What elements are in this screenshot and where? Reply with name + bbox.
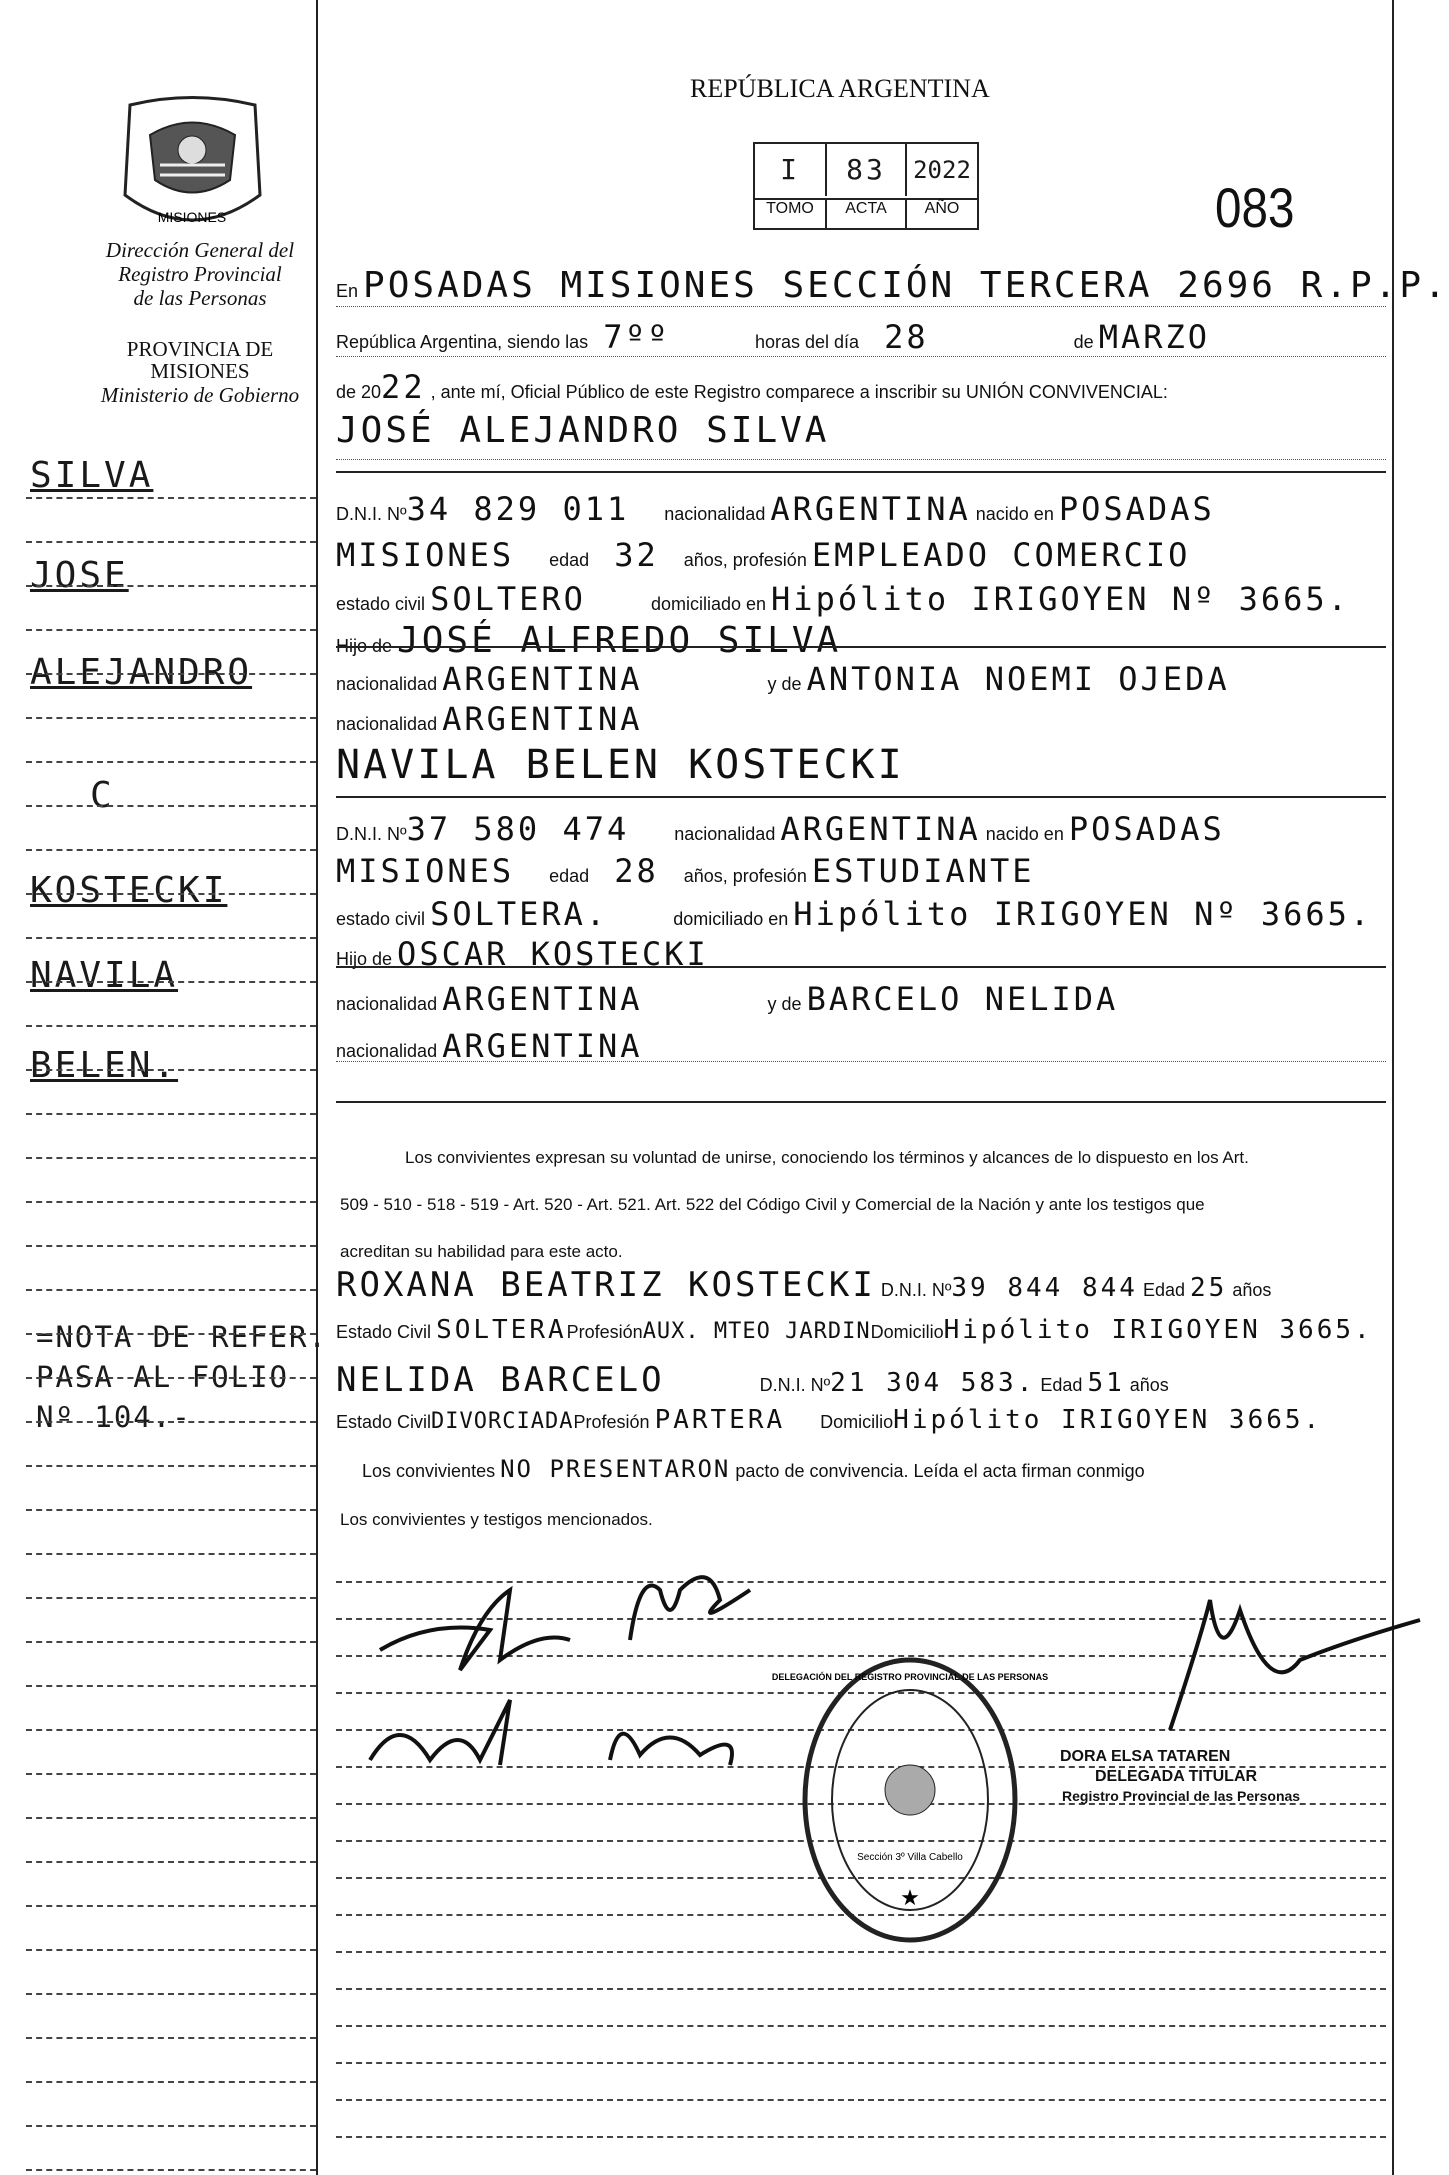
day-value: 28 [884,318,929,356]
p2-father: OSCAR KOSTECKI [397,935,709,973]
person2-name-line [336,742,905,788]
p2-mother-nac: ARGENTINA [442,1027,643,1065]
p1-father: JOSÉ ALFREDO SILVA [397,620,842,661]
official-org: Registro Provincial de las Personas [1062,1788,1301,1804]
p1-civil-label: estado civil [336,594,426,614]
signature-dash-row [336,2024,1386,2027]
p2-civil-line [336,895,1372,933]
w2-dni: 21 304 583. [830,1368,1036,1398]
w2-name-line [336,1360,1169,1400]
margin-dash-row [26,1287,316,1291]
w2-name: NELIDA BARCELO [336,1360,665,1400]
p2-dni-label: D.N.I. Nº [336,824,407,844]
p1-dni-line [336,490,1215,528]
p1-father-nac-label: nacionalidad [336,674,438,694]
margin-connector: C [90,775,115,816]
p2-civil-label: estado civil [336,909,426,929]
w1-dni: 39 844 844 [951,1273,1138,1303]
province-seal-icon [110,95,275,235]
record-box [753,142,979,230]
p1-mother: ANTONIA NOEMI OJEDA [806,660,1230,698]
p2-prof-label: años, profesión [683,866,807,886]
w2-civil-label: Estado Civil [336,1412,432,1432]
margin-dash-row [26,1243,316,1247]
ministry-line: Ministerio de Gobierno [100,383,300,407]
official-role: DELEGADA TITULAR [1095,1768,1258,1785]
rule [336,305,1386,307]
w2-anos-label: años [1129,1375,1169,1395]
p2-mother-line [336,980,1118,1018]
year-value: 22 [381,368,426,406]
p2-profession: ESTUDIANTE [811,852,1035,890]
rule [336,795,1386,798]
horas-label: horas del día [755,332,860,352]
margin-dash-row [26,2079,316,2083]
p2-domicile: Hipólito IRIGOYEN Nº 3665. [793,895,1373,933]
margin-dash-row [26,1771,316,1775]
margin-dash-row [26,891,316,895]
margin-note-line-1: =NOTA DE REFER. [36,1320,328,1354]
p2-age: 28 [614,852,659,890]
margin-dash-row [26,1067,316,1071]
stamp-ring-text: DELEGACIÓN DEL REGISTRO PROVINCIAL DE LAS PERSONAS [771,1672,1049,1682]
signature-dash-row [336,2061,1386,2064]
rule [336,458,1386,460]
p2-born2: MISIONES [336,852,515,890]
margin-given-name-4: BELEN. [30,1045,179,1086]
w1-profession: AUX. MTEO JARDIN [642,1319,871,1344]
margin-given-name-1: JOSE [30,555,129,596]
margin-dash-row [26,583,316,587]
p2-yde-label: y de [767,994,802,1014]
p1-hijo-label: Hijo de [336,636,393,656]
act-number: 083 [1215,176,1295,239]
p1-dom-label: domiciliado en [650,594,767,614]
p2-age-line [336,852,1035,890]
person1-name-line [336,410,829,451]
margin-dash-row [26,847,316,851]
margin-dash-row [26,1947,316,1951]
page-title: REPÚBLICA ARGENTINA [690,74,990,103]
republica-label: República Argentina, siendo las [336,332,589,352]
official-name: DORA ELSA TATAREN [1060,1748,1231,1765]
p1-age-label: edad [549,550,590,570]
p2-dni-line [336,810,1225,848]
p1-mother-nac-label: nacionalidad [336,714,438,734]
acta-label: ACTA [827,198,907,228]
p1-age-line [336,536,1190,574]
w1-domicile: Hipólito IRIGOYEN 3665. [943,1315,1373,1345]
signatures-icon [370,1530,820,1790]
pacto-text: pacto de convivencia. Leída el acta firman conmigo [735,1461,1145,1481]
w1-name-line [336,1265,1271,1305]
p2-born: POSADAS [1068,810,1225,848]
signature-dash-row [336,2098,1386,2101]
stamp-inner-text: Sección 3º Villa Cabello [857,1852,963,1863]
rule [336,965,1386,968]
p1-born: POSADAS [1058,490,1215,528]
agency-line-2: Registro Provincial [118,262,282,286]
signature-dash-row [336,1950,1386,1953]
margin-dash-row [26,1815,316,1819]
w2-domicile: Hipólito IRIGOYEN 3665. [893,1405,1323,1435]
p2-dni: 37 580 474 [406,810,630,848]
w2-civil-line [336,1405,1322,1435]
person2-name: NAVILA BELEN KOSTECKI [336,742,905,788]
w2-age: 51 [1087,1368,1125,1398]
p1-father-nac: ARGENTINA [442,660,643,698]
rule [336,470,1386,473]
time-line [336,318,1210,356]
margin-dash-row [26,1463,316,1467]
p1-dni-label: D.N.I. Nº [336,504,407,524]
margin-divider [316,0,318,2175]
pacto-line [362,1455,1145,1483]
p1-nac-label: nacionalidad [664,504,766,524]
w1-dom-label: Domicilio [870,1322,944,1342]
agency-line-1: Dirección General del [105,238,295,262]
margin-dash-row [26,979,316,983]
conv-label: Los convivientes [362,1461,496,1481]
rule [336,355,1386,357]
p1-yde-label: y de [767,674,802,694]
conv-value: NO PRESENTARON [500,1455,731,1483]
margin-dash-row [26,1595,316,1599]
tomo-label: TOMO [755,198,827,228]
comparece-text: , ante mí, Oficial Público de este Registro comparece a inscribir su UNIÓN CONVIVENCIAL: [430,382,1168,402]
margin-surname-2: KOSTECKI [30,870,228,911]
margin-dash-row [26,1023,316,1027]
signature-dash-row [336,2135,1386,2138]
margin-dash-row [26,1991,316,1995]
person1-name: JOSÉ ALEJANDRO SILVA [336,410,830,451]
p2-mother-nac-label: nacionalidad [336,1041,438,1061]
w1-age-label: Edad [1142,1280,1186,1300]
right-border [1392,0,1394,2175]
province-line-1: PROVINCIA DE [126,337,274,361]
p1-prof-label: años, profesión [683,550,807,570]
p2-hijo-label: Hijo de [336,949,393,969]
p1-mother-nac-line [336,700,643,738]
margin-dash-row [26,2167,316,2171]
svg-text:★: ★ [900,1886,920,1911]
p2-father-nac: ARGENTINA [442,980,643,1018]
w2-profession: PARTERA [654,1405,786,1435]
p2-civil: SOLTERA. [430,895,609,933]
margin-dash-row [26,495,316,499]
margin-dash-row [26,1419,316,1423]
w2-dni-label: D.N.I. Nº [759,1375,831,1395]
w1-civil: SOLTERA [436,1315,567,1345]
w1-prof-label: Profesión [566,1322,643,1342]
margin-surname: SILVA [30,455,154,496]
w1-age: 25 [1190,1273,1228,1303]
margin-dash-row [26,627,316,631]
legal-text-2: 509 - 510 - 518 - 519 - Art. 520 - Art. 521. Art. 522 del Código Civil y Comercial de la Nación y ante los testigos que [340,1195,1205,1214]
margin-dash-row [26,1639,316,1643]
margin-dash-row [26,759,316,763]
p1-dni: 34 829 011 [406,490,630,528]
place-line [336,265,1449,306]
margin-dash-row [26,1331,316,1335]
legal-text-3: acreditan su habilidad para este acto. [340,1242,623,1261]
agency-line-3: de las Personas [133,286,267,310]
official-signature-icon [1150,1580,1430,1740]
w1-civil-line [336,1315,1373,1345]
margin-dash-row [26,539,316,543]
p1-civil-line [336,580,1350,618]
rule [336,1100,1386,1103]
p1-domicile: Hipólito IRIGOYEN Nº 3665. [771,580,1350,618]
legal-text-1: Los convivientes expresan su voluntad de unirse, conociendo los términos y alcances de lo dispuesto en los Art. [405,1148,1249,1167]
margin-dash-row [26,1903,316,1907]
hour-value: 7ºº [603,318,670,356]
year-label: de 20 [336,382,382,402]
p1-mother-nac: ARGENTINA [442,700,643,738]
p1-age: 32 [614,536,659,574]
margin-dash-row [26,715,316,719]
margin-dash-row [26,1859,316,1863]
margin-dash-row [26,1507,316,1511]
place-value: POSADAS MISIONES SECCIÓN TERCERA 2696 R.P.P. [363,265,1449,306]
p2-nac-label: nacionalidad [674,824,776,844]
margin-note-line-3: Nº 104.- [36,1400,192,1434]
margin-dash-row [26,1155,316,1159]
province-line-2: MISIONES [150,359,250,383]
en-label: En [336,281,359,301]
w2-prof-label: Profesión [573,1412,650,1432]
p2-dom-label: domiciliado en [673,909,789,929]
w2-civil: DIVORCIADA [431,1409,574,1434]
p1-mother-line [336,660,1230,698]
margin-dash-row [26,2123,316,2127]
rule [336,1060,1386,1062]
p2-mother: BARCELO NELIDA [806,980,1119,1018]
anio-label: AÑO [907,198,977,228]
p1-father-line [336,620,841,661]
month-value: MARZO [1098,318,1211,356]
tomo-value: I [755,144,827,196]
rule [336,645,1386,648]
p2-nationality: ARGENTINA [780,810,981,848]
margin-dash-row [26,1199,316,1203]
margin-dash-row [26,2035,316,2039]
margin-dash-row [26,803,316,807]
margin-dash-row [26,671,316,675]
p2-born-label: nacido en [985,824,1064,844]
margin-dash-row [26,1551,316,1555]
margin-dash-row [26,1683,316,1687]
w1-civil-label: Estado Civil [336,1322,432,1342]
margin-dash-row [26,1111,316,1115]
de-label: de [1073,332,1094,352]
p2-father-nac-label: nacionalidad [336,994,438,1014]
anio-value: 2022 [913,156,971,184]
w1-dni-label: D.N.I. Nº [880,1280,952,1300]
registry-stamp-icon [771,1650,1049,1950]
year-line [336,368,1168,406]
w2-dom-label: Domicilio [820,1412,894,1432]
p1-civil: SOLTERO [430,580,586,618]
w2-age-label: Edad [1040,1375,1083,1395]
p1-profession: EMPLEADO COMERCIO [811,536,1191,574]
margin-given-name-3: NAVILA [30,955,179,996]
signature-dash-row [336,1987,1386,1990]
margin-dash-row [26,935,316,939]
margin-dash-row [26,1727,316,1731]
p1-nationality: ARGENTINA [770,490,971,528]
p1-born-label: nacido en [975,504,1054,524]
margin-given-name-2: ALEJANDRO [30,652,253,693]
p1-born2: MISIONES [336,536,515,574]
closing-text: Los convivientes y testigos mencionados. [340,1510,653,1529]
w1-name: ROXANA BEATRIZ KOSTECKI [336,1265,876,1305]
acta-value: 83 [827,144,907,196]
margin-dash-row [26,1375,316,1379]
p2-age-label: edad [549,866,590,886]
margin-note-line-2: PASA AL FOLIO [36,1360,289,1394]
w1-anos-label: años [1232,1280,1272,1300]
seal-label: MISIONES [157,209,227,225]
